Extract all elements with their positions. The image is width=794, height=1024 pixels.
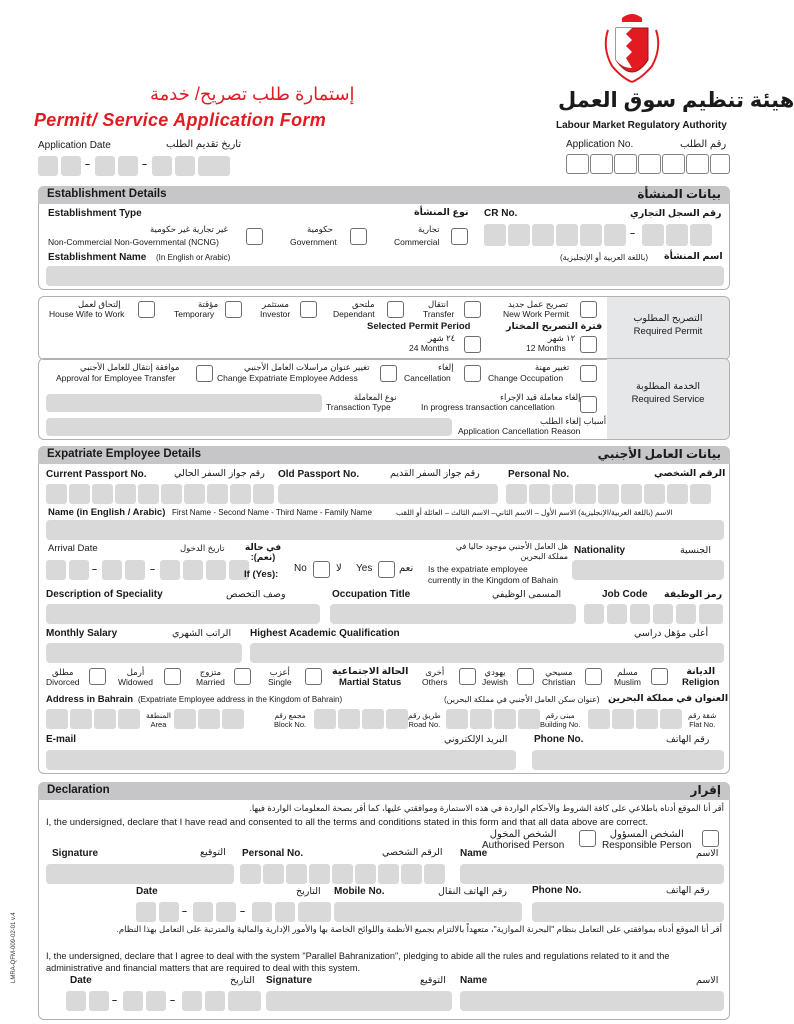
- establishment-name-field[interactable]: [46, 266, 724, 286]
- temporary-label: Temporary: [174, 309, 215, 319]
- government-label: Government: [290, 237, 337, 247]
- personal-no-field[interactable]: [506, 484, 726, 504]
- monthly-salary-label: Monthly Salary: [46, 628, 118, 639]
- decl-name-label: Name: [460, 848, 488, 859]
- transaction-type-label: Transaction Type: [326, 402, 391, 412]
- establishment-name-note-ar: (باللغة العربية أو الإنجليزية): [560, 253, 649, 262]
- decl-mobile-field[interactable]: [334, 902, 522, 922]
- phone-label-ar: رقم الهاتف: [666, 734, 710, 745]
- cancellation-label-ar: إلغاء: [438, 362, 454, 372]
- investor-checkbox[interactable]: [300, 301, 317, 318]
- cancellation-reason-label-ar: أسباب إلغاء الطلب: [540, 416, 607, 426]
- christian-checkbox[interactable]: [585, 668, 602, 685]
- personal-no-label: Personal No.: [508, 469, 570, 480]
- new-work-permit-label: New Work Permit: [503, 309, 569, 319]
- speciality-field[interactable]: [46, 604, 320, 624]
- months-12-checkbox[interactable]: [580, 336, 597, 353]
- establishment-type-label-ar: نوع المنشأة: [414, 207, 469, 218]
- current-passport-label: Current Passport No.: [46, 469, 147, 480]
- decl-phone-label-ar: رقم الهاتف: [666, 885, 710, 896]
- inprogress-cancel-label: In progress transaction cancellation: [421, 402, 555, 412]
- housewife-label-ar: إلتحاق لعمل: [78, 299, 121, 309]
- divorced-label: مطلق Divorced: [46, 667, 80, 687]
- temporary-label-ar: مؤقتة: [198, 299, 219, 309]
- bahranization-text-en-2: administrative and financial matters that are required to deal with this system.: [46, 963, 361, 973]
- speciality-label: Description of Speciality: [46, 589, 163, 600]
- block-label: مجمع رقم Block No.: [274, 711, 307, 729]
- decl2-name-field[interactable]: [460, 991, 724, 1011]
- address-note-ar: (عنوان سكن العامل الأجنبي في مملكة البحرين): [444, 695, 600, 704]
- establishment-name-label: Establishment Name: [48, 252, 147, 263]
- authorised-person-label: الشخص المخول Authorised Person: [482, 829, 565, 851]
- phone-label: Phone No.: [534, 734, 584, 745]
- government-label-ar: حكومية: [307, 224, 334, 234]
- widowed-checkbox[interactable]: [164, 668, 181, 685]
- months-12-label: 12 Months: [526, 343, 566, 353]
- arrival-date-label: Arrival Date: [48, 543, 98, 554]
- job-code-label-ar: رمز الوظيفة: [664, 589, 723, 600]
- occupation-title-label-ar: المسمى الوظيفي: [492, 589, 562, 600]
- block-field[interactable]: [174, 709, 274, 729]
- change-address-checkbox[interactable]: [380, 365, 397, 382]
- authority-name-arabic: هيئة تنظيم سوق العمل: [558, 89, 794, 112]
- occupation-title-label: Occupation Title: [332, 589, 411, 600]
- authorised-person-checkbox[interactable]: [579, 830, 596, 847]
- nationality-label: Nationality: [574, 545, 626, 556]
- change-occupation-label-ar: تغيير مهنة: [535, 362, 570, 372]
- address-note: (Expatriate Employee address in the Kingdom of Bahrain): [138, 695, 343, 704]
- ncng-label-ar: غير تجارية غير حكومية: [150, 224, 228, 234]
- investor-label-ar: مستثمر: [262, 299, 289, 309]
- address-label: Address in Bahrain: [46, 694, 134, 705]
- decl2-date-label: Date: [70, 975, 92, 986]
- transaction-type-label-ar: نوع المعاملة: [354, 392, 397, 402]
- application-date-label-ar: تاريخ تقديم الطلب: [166, 139, 242, 150]
- decl-phone-label: Phone No.: [532, 885, 582, 896]
- employee-name-label: Name (in English / Arabic): [48, 507, 166, 518]
- responsible-person-checkbox[interactable]: [702, 830, 719, 847]
- yes-label-ar: نعم: [399, 563, 414, 574]
- months-24-label-ar: ٢٤ شهر: [428, 333, 456, 343]
- current-passport-field[interactable]: [46, 484, 276, 504]
- job-code-label: Job Code: [602, 589, 648, 600]
- muslim-label: مسلم Muslim: [614, 667, 641, 687]
- establishment-name-label-ar: اسم المنشأة: [664, 251, 723, 262]
- cr-no-label-ar: رقم السجل التجاري: [630, 208, 722, 219]
- employee-name-label-ar: الاسم (باللغة العربية/الإنجليزية) الاسم الأول – الاسم الثاني– الاسم الثالث – العائلة أو اللقب: [396, 508, 673, 517]
- transfer-label: Transfer: [423, 309, 455, 319]
- dependant-checkbox[interactable]: [387, 301, 404, 318]
- declaration-section-header: Declaration إقرار: [38, 782, 730, 800]
- monthly-salary-label-ar: الراتب الشهري: [172, 628, 232, 639]
- others-label: أخرى Others: [422, 667, 448, 687]
- months-24-label: 24 Months: [409, 343, 449, 353]
- road-label: طريق رقم Road No.: [408, 711, 441, 729]
- establishment-name-note: (In English or Arabic): [156, 253, 231, 262]
- application-no-label-ar: رقم الطلب: [680, 139, 727, 150]
- form-title-english: Permit/ Service Application Form: [34, 110, 327, 130]
- required-service-side-label: الخدمة المطلوبة Required Service: [631, 381, 705, 405]
- decl2-signature-label-ar: التوقيع: [420, 975, 446, 986]
- nationality-label-ar: الجنسية: [680, 545, 711, 556]
- decl-personal-label: Personal No.: [242, 848, 304, 859]
- establishment-section-header: Establishment Details بيانات المنشأة: [38, 186, 730, 204]
- qualification-label-ar: أعلى مؤهل دراسي: [634, 628, 709, 639]
- ncng-checkbox[interactable]: [246, 228, 263, 245]
- declaration-text-en: I, the undersigned, declare that I have read and consented to all the terms and conditions stated in this form and that all data above are correct.: [46, 817, 649, 828]
- change-occupation-checkbox[interactable]: [580, 365, 597, 382]
- if-yes-label-ar: في حالة (نعم):: [244, 542, 282, 562]
- job-code-field[interactable]: [584, 604, 724, 624]
- required-permit-side-label: التصريح المطلوب Required Permit: [633, 313, 703, 337]
- application-no-label: Application No.: [566, 139, 634, 150]
- housewife-checkbox[interactable]: [138, 301, 155, 318]
- married-checkbox[interactable]: [234, 668, 251, 685]
- email-label: E-mail: [46, 734, 77, 745]
- employee-name-parts: First Name - Second Name - Third Name - Family Name: [172, 508, 372, 517]
- nationality-field[interactable]: [572, 560, 724, 580]
- qualification-field[interactable]: [250, 643, 724, 663]
- flat-field[interactable]: [588, 709, 688, 729]
- decl-phone-field[interactable]: [532, 902, 724, 922]
- authority-name-english: Labour Market Regulatory Authority: [556, 120, 727, 131]
- marital-status-label: الحالة الاجتماعية Martial Status: [332, 666, 409, 688]
- bahranization-text-ar: أقر أنا الموقع أدناه بموافقتي على التعامل بنظام "البحرنة الموازية"، متعهداً بالالتزام بجميع الأنظمة واللوائح الخاصة بها والأمور الإدارية والمالية والمترتبة على التعامل بهذا النظام.: [116, 924, 722, 934]
- widowed-label: أرمل Widowed: [118, 667, 153, 687]
- government-checkbox[interactable]: [350, 228, 367, 245]
- old-passport-label-ar: رقم جواز السفر القديم: [390, 468, 480, 479]
- email-field[interactable]: [46, 750, 516, 770]
- arrival-date-label-ar: تاريخ الدخول: [180, 543, 225, 553]
- decl2-date-field[interactable]: – –: [66, 991, 262, 1011]
- months-24-checkbox[interactable]: [464, 336, 481, 353]
- in-bahrain-question-1: Is the expatriate employee: [428, 564, 528, 574]
- married-label: متزوج Married: [196, 667, 225, 687]
- inprogress-cancel-checkbox[interactable]: [580, 396, 597, 413]
- signature-field[interactable]: [46, 864, 234, 884]
- commercial-checkbox[interactable]: [451, 228, 468, 245]
- application-date-field[interactable]: – –: [38, 156, 228, 176]
- single-checkbox[interactable]: [305, 668, 322, 685]
- commercial-label-ar: تجارية: [418, 224, 440, 234]
- ncng-label: Non-Commercial Non-Governmental (NCNG): [48, 237, 219, 247]
- decl2-name-label-ar: الاسم: [696, 975, 719, 986]
- building-field[interactable]: [446, 709, 546, 729]
- application-date-label: Application Date: [38, 140, 111, 151]
- dependant-label: Dependant: [333, 309, 375, 319]
- cancellation-reason-label: Application Cancellation Reason: [458, 426, 581, 436]
- area-field[interactable]: [46, 709, 150, 729]
- decl-date-label-ar: التاريخ: [296, 886, 321, 897]
- establishment-type-label: Establishment Type: [48, 208, 142, 219]
- investor-label: Investor: [260, 309, 291, 319]
- monthly-salary-field[interactable]: [46, 643, 242, 663]
- email-label-ar: البريد الإلكتروني: [444, 734, 508, 745]
- decl-name-label-ar: الاسم: [696, 848, 719, 859]
- approval-transfer-checkbox[interactable]: [196, 365, 213, 382]
- decl2-signature-field[interactable]: [266, 991, 452, 1011]
- decl-date-field[interactable]: – –: [136, 902, 332, 922]
- jewish-label: يهودي Jewish: [482, 667, 508, 687]
- phone-field[interactable]: [532, 750, 724, 770]
- area-label: المنطقة Area: [146, 711, 171, 729]
- cancellation-reason-field[interactable]: [46, 418, 452, 436]
- decl2-date-label-ar: التاريخ: [230, 975, 255, 986]
- inprogress-cancel-label-ar: إلغاء معاملة قيد الإجراء: [500, 392, 581, 402]
- yes-label: Yes: [356, 563, 373, 574]
- new-work-permit-checkbox[interactable]: [580, 301, 597, 318]
- cancellation-label: Cancellation: [404, 373, 451, 383]
- housewife-label: House Wife to Work: [49, 309, 125, 319]
- permit-period-label: Selected Permit Period: [367, 321, 471, 332]
- transaction-type-field[interactable]: [46, 394, 322, 412]
- form-code: LMRA-QFM-009-02-01 v.4: [11, 912, 17, 983]
- expat-section-header: Expatriate Employee Details بيانات العامل الأجنبي: [38, 446, 730, 464]
- no-label: No: [294, 563, 307, 574]
- old-passport-field[interactable]: [278, 484, 498, 504]
- new-work-permit-label-ar: تصريح عمل جديد: [508, 299, 568, 309]
- single-label: أعزب Single: [268, 667, 292, 687]
- in-bahrain-question-ar: هل العامل الأجنبي موجود حاليا في مملكة البحرين: [455, 542, 568, 561]
- lmra-emblem-icon: [602, 8, 662, 88]
- flat-label: شقة رقم Flat No.: [688, 711, 717, 729]
- cancellation-checkbox[interactable]: [464, 365, 481, 382]
- building-label: مبنى رقم Building No.: [540, 711, 581, 729]
- qualification-label: Highest Academic Qualification: [250, 628, 400, 639]
- transfer-label-ar: انتقال: [428, 299, 449, 309]
- application-no-field[interactable]: [566, 154, 730, 176]
- bahranization-text-en-1: I, the undersigned, declare that I agree to deal with the system "Parallel Bahranization", pledging to abide all the rules and regulations related to it and the: [46, 951, 670, 961]
- employee-name-field[interactable]: [46, 520, 724, 540]
- decl2-name-label: Name: [460, 975, 488, 986]
- old-passport-label: Old Passport No.: [278, 469, 360, 480]
- change-occupation-label: Change Occupation: [488, 373, 564, 383]
- divorced-checkbox[interactable]: [89, 668, 106, 685]
- speciality-label-ar: وصف التخصص: [226, 589, 286, 600]
- decl-mobile-label: Mobile No.: [334, 886, 385, 897]
- religion-label: الديانة Religion: [682, 666, 720, 688]
- address-label-ar: العنوان في مملكة البحرين: [608, 693, 729, 704]
- decl-date-label: Date: [136, 886, 158, 897]
- form-title-arabic: إستمارة طلب تصريح/ خدمة: [150, 84, 355, 104]
- approval-transfer-label-ar: موافقة إنتقال للعامل الأجنبي: [80, 362, 180, 372]
- decl2-signature-label: Signature: [266, 975, 313, 986]
- road-field[interactable]: [314, 709, 414, 729]
- dependant-label-ar: ملتحق: [352, 299, 375, 309]
- others-checkbox[interactable]: [459, 668, 476, 685]
- if-yes-label: If (Yes):: [244, 569, 279, 580]
- no-label-ar: لا: [336, 563, 342, 574]
- occupation-title-field[interactable]: [330, 604, 576, 624]
- transfer-checkbox[interactable]: [464, 301, 481, 318]
- cr-no-field[interactable]: –: [484, 224, 724, 246]
- commercial-label: Commercial: [394, 237, 440, 247]
- current-passport-label-ar: رقم جواز السفر الحالي: [174, 468, 265, 479]
- signature-label: Signature: [52, 848, 99, 859]
- decl-mobile-label-ar: رقم الهاتف النقال: [438, 886, 508, 897]
- decl-personal-field[interactable]: [240, 864, 456, 884]
- temporary-checkbox[interactable]: [225, 301, 242, 318]
- muslim-checkbox[interactable]: [651, 668, 668, 685]
- in-bahrain-question-2: currently in the Kingdom of Bahain: [428, 575, 558, 585]
- change-address-label-ar: تغيير عنوان مراسلات العامل الأجنبي: [244, 362, 370, 372]
- months-12-label-ar: ١٢ شهر: [548, 333, 576, 343]
- arrival-date-field[interactable]: – –: [46, 560, 256, 580]
- declaration-text-ar: أقر أنا الموقع أدناه باطلاعي على كافة الشروط والأحكام الواردة في هذه الاستمارة وموافقتي عليها، كما أقر بصحة المعلومات الواردة فيها.: [249, 803, 724, 813]
- responsible-person-label: الشخص المسؤول Responsible Person: [602, 829, 692, 851]
- change-address-label: Change Expatriate Employee Addess: [217, 373, 358, 383]
- decl-name-field[interactable]: [460, 864, 724, 884]
- christian-label: مسيحي Christian: [542, 667, 576, 687]
- jewish-checkbox[interactable]: [517, 668, 534, 685]
- signature-label-ar: التوقيع: [200, 847, 226, 858]
- approval-transfer-label: Approval for Employee Transfer: [56, 373, 176, 383]
- cr-no-label: CR No.: [484, 208, 518, 219]
- yes-checkbox[interactable]: [378, 561, 395, 578]
- personal-no-label-ar: الرقم الشخصي: [654, 468, 726, 479]
- decl-personal-label-ar: الرقم الشخصي: [382, 847, 443, 858]
- no-checkbox[interactable]: [313, 561, 330, 578]
- permit-period-label-ar: فترة التصريح المختار: [506, 321, 603, 332]
